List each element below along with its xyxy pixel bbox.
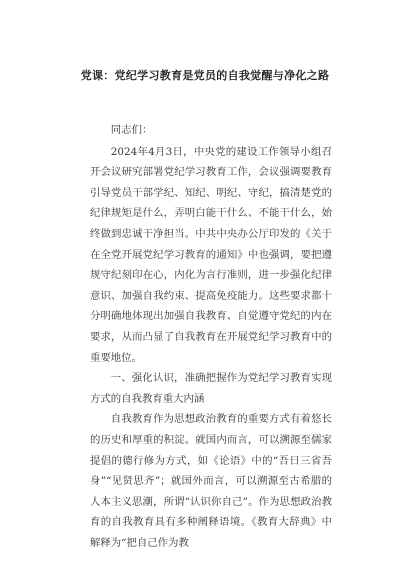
document-title: 党课：党纪学习教育是党员的自我觉醒与净化之路 xyxy=(80,69,330,82)
salutation: 同志们： xyxy=(110,124,153,136)
paragraph: 自我教育作为思想政治教育的重要方式有着悠长的历史和厚重的积淀。就国内而言，可以溯源至儒家提倡的德行修为方式，如《论语》中的“吾日三省吾身”“见贤思齐”；就国外而言，可以溯源至古希腊的人本主义思潮，所谓“认识你自己”。作为思想政治教育的自我教育具有多种阐释语境。《教育大辞典》中解释为“把自己作为教 xyxy=(90,413,332,549)
section-heading: 一、强化认识，准确把握作为党纪学习教育实现方式的自我教育重大内涵 xyxy=(90,372,332,405)
document-body xyxy=(90,120,332,553)
paragraph: 2024年4月3日，中央党的建设工作领导小组召开会议研究部署党纪学习教育工作，会议强调要教育引导党员干部学纪、知纪、明纪、守纪，搞清楚党的纪律规矩是什么，弄明白能干什么、不能干什么，始终做到忠诚干净担当。中共中央办公厅印发的《关于在全党开展党纪学习教育的通知》中也强调，要把遵规守纪刻印在心，内化为言行准则，进一步强化纪律意识、加强自我约束、提高免疫能力。这些要求都十分明确地体现出加强自我教育、自觉遵守党纪的内在要求，从而凸显了自我教育在开展党纪学习教育中的重要地位。 xyxy=(90,145,332,364)
